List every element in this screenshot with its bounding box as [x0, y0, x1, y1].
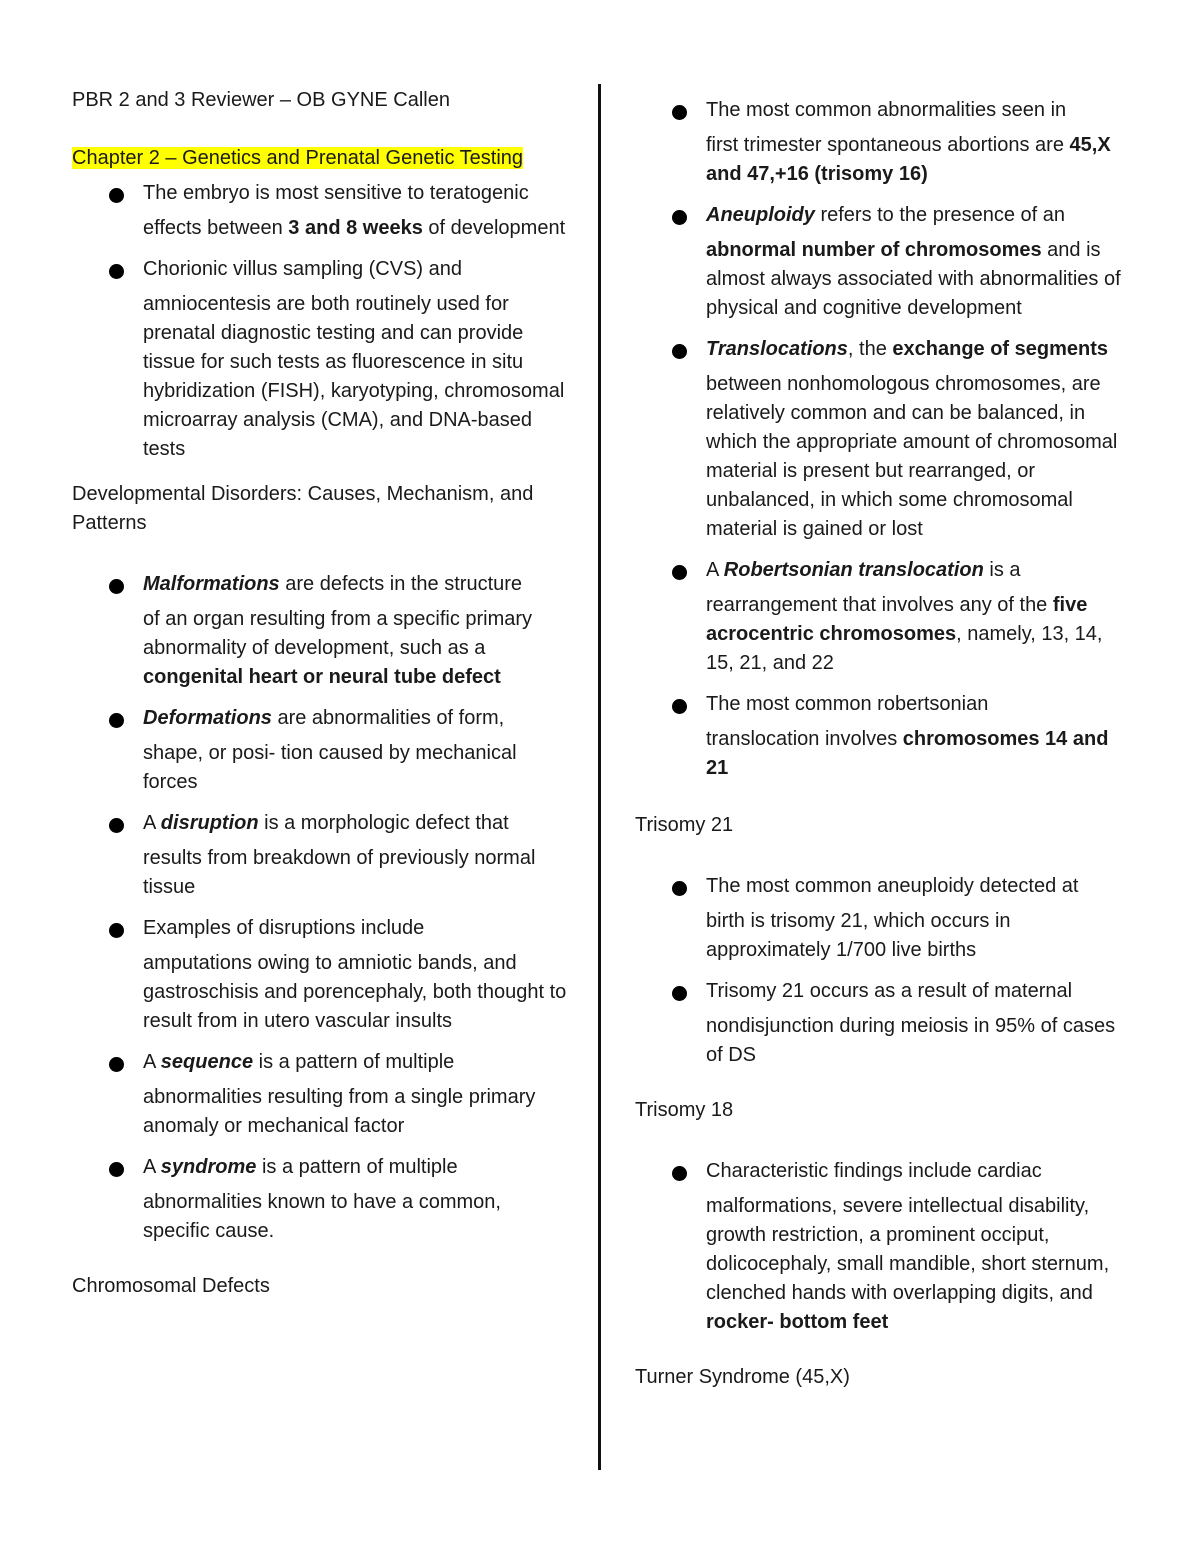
list-item: A disruption is a morphologic defect that results from breakdown of previously normal tissue — [72, 809, 572, 902]
bullet-icon — [672, 210, 687, 225]
bullet-icon — [109, 1162, 124, 1177]
trisomy18-list — [635, 1157, 1135, 1337]
bullet-icon — [109, 264, 124, 279]
bullet-icon — [672, 881, 687, 896]
bullet-icon — [672, 1166, 687, 1181]
list-item: A syndrome is a pattern of multiple abnormalities known to have a common, specific cause. — [72, 1153, 572, 1246]
list-item: A sequence is a pattern of multiple abnormalities resulting from a single primary anomaly or mechanical factor — [72, 1048, 572, 1141]
list-item: Trisomy 21 occurs as a result of maternal nondisjunction during meiosis in 95% of cases of DS — [635, 977, 1135, 1070]
list-item: Deformations are abnormalities of form, shape, or posi- tion caused by mechanical forces — [72, 704, 572, 797]
dev-list — [72, 570, 572, 1246]
bullet-icon — [672, 344, 687, 359]
turner-heading: Turner Syndrome (45,X) — [635, 1366, 850, 1388]
list-item: Chorionic villus sampling (CVS) and amniocentesis are both routinely used for prenatal diagnostic testing and can provide tissue for such tests as fluorescence in situ hybridization (FISH), karyotyping, chromosomal microarray analysis (CMA), and DNA-based tests — [72, 255, 572, 464]
trisomy21-heading: Trisomy 21 — [635, 814, 734, 836]
list-item: Malformations are defects in the structure of an organ resulting from a specific primary abnormality of development, such as a congenital heart or neural tube defect — [72, 570, 572, 692]
right-column — [635, 80, 1135, 1392]
bullet-icon — [672, 699, 687, 714]
bullet-icon — [109, 188, 124, 203]
chromosomal-heading: Chromosomal Defects — [72, 1275, 270, 1297]
trisomy21-list — [635, 872, 1135, 1070]
list-item: A Robertsonian translocation is a rearrangement that involves any of the five acrocentric chromosomes, namely, 13, 14, 15, 21, and 22 — [635, 556, 1135, 678]
left-column — [72, 80, 572, 1301]
bullet-icon — [672, 105, 687, 120]
chapter-highlight: Chapter 2 – Genetics and Prenatal Genetic Testing — [72, 147, 524, 169]
bullet-icon — [672, 986, 687, 1001]
list-item: Characteristic findings include cardiac malformations, severe intellectual disability, growth restriction, a prominent occiput, dolicocephaly, small mandible, short sternum, clenched hands with overlapping digits, and rocker- bottom feet — [635, 1157, 1135, 1337]
list-item: Translocations, the exchange of segments between nonhomologous chromosomes, are relatively common and can be balanced, in which the appropriate amount of chromosomal material is present but rearranged, or unbalanced, in which some chromosomal material is gained or lost — [635, 335, 1135, 544]
list-item: The embryo is most sensitive to teratogenic effects between 3 and 8 weeks of development — [72, 179, 572, 243]
list-item: The most common abnormalities seen in first trimester spontaneous abortions are 45,X and 47,+16 (trisomy 16) — [635, 96, 1135, 189]
column-divider — [598, 84, 601, 1470]
bullet-icon — [109, 579, 124, 594]
intro-list — [72, 179, 572, 464]
document-title: PBR 2 and 3 Reviewer – OB GYNE Callen — [72, 89, 450, 111]
bullet-icon — [109, 818, 124, 833]
list-item: Examples of disruptions include amputations owing to amniotic bands, and gastroschisis and porencephaly, both thought to result from in utero vascular insults — [72, 914, 572, 1036]
list-item: The most common robertsonian translocation involves chromosomes 14 and 21 — [635, 690, 1135, 783]
list-item: Aneuploidy refers to the presence of an abnormal number of chromosomes and is almost always associated with abnormalities of physical and cognitive development — [635, 201, 1135, 323]
dev-heading: Developmental Disorders: Causes, Mechanism, and Patterns — [72, 483, 534, 534]
chromosomal-list — [635, 96, 1135, 783]
list-item: The most common aneuploidy detected at birth is trisomy 21, which occurs in approximately 1/700 live births — [635, 872, 1135, 965]
bullet-icon — [109, 713, 124, 728]
chapter-heading — [72, 144, 572, 173]
bullet-icon — [672, 565, 687, 580]
trisomy18-heading: Trisomy 18 — [635, 1099, 734, 1121]
bullet-icon — [109, 1057, 124, 1072]
bullet-icon — [109, 923, 124, 938]
